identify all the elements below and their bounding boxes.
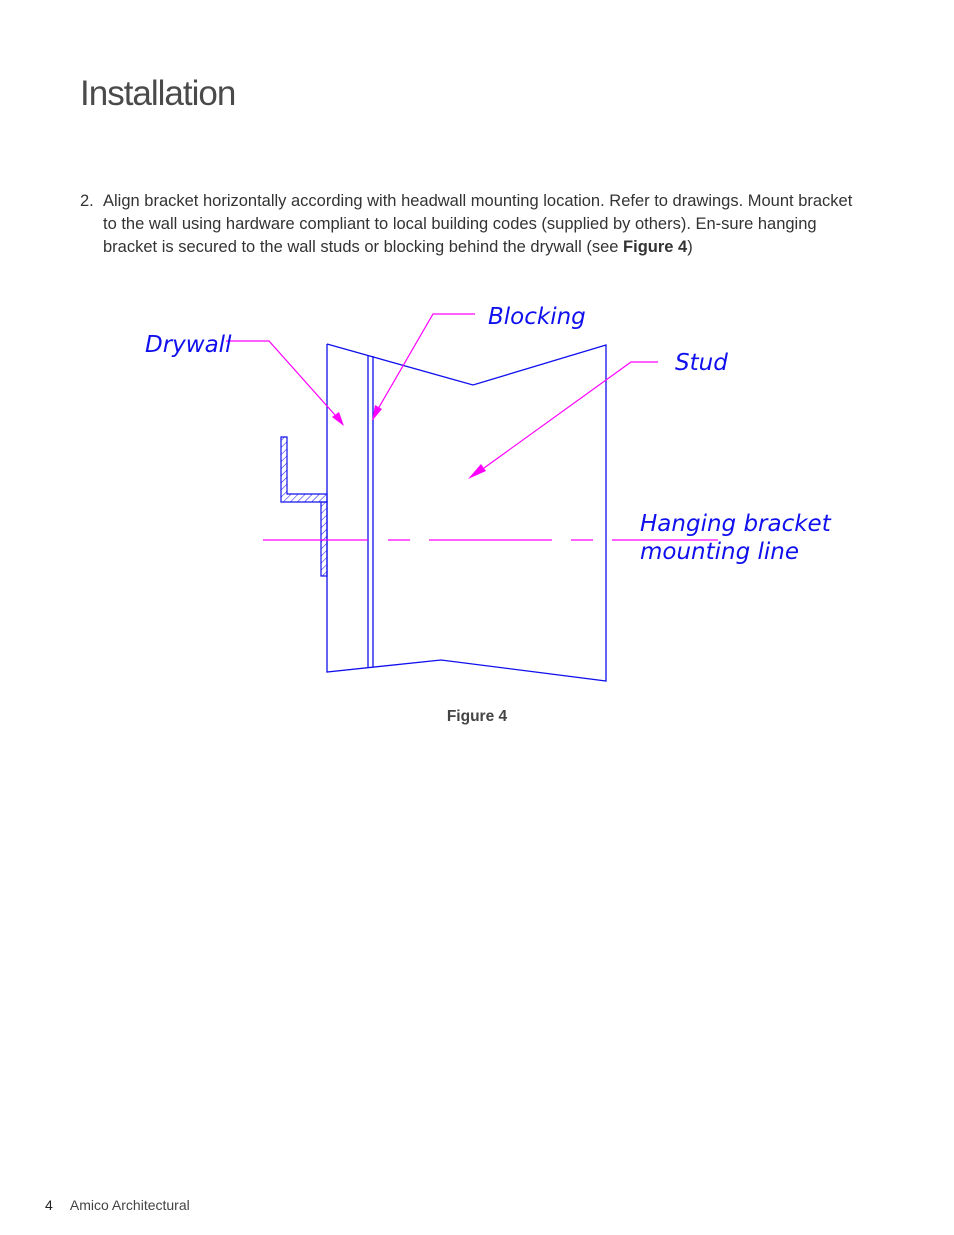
step-text: Align bracket horizontally according with headwall mounting location. Refer to drawings. Mount bracket to the wall using hardware compliant to local building codes (supplied by others). En-sure hanging bracket is secured to the wall studs or blocking behind the drywall (see [103,192,853,256]
stud-arrow [468,464,486,479]
leader-arrowheads [332,405,486,479]
step-number: 2. [80,192,94,210]
leader-lines [226,314,658,468]
hanging-bracket [281,437,327,576]
page-footer [45,1197,190,1213]
blocking-leader [378,314,475,409]
figure-caption: Figure 4 [446,708,508,725]
label-bracket-line2: mounting line [640,539,800,565]
drywall-leader [226,341,335,415]
company-name: Amico Architectural [69,1197,190,1213]
wall-outline [327,344,606,681]
label-stud: Stud [675,350,728,376]
stud-leader [484,362,658,468]
figure-reference: Figure 4 [623,238,688,256]
label-drywall: Drywall [145,332,232,358]
step-text-close: ) [687,238,693,256]
label-blocking: Blocking [488,304,586,330]
page-number: 4 [45,1197,53,1213]
page-title: Installation [80,74,236,113]
label-bracket-line1: Hanging bracket [640,511,831,537]
